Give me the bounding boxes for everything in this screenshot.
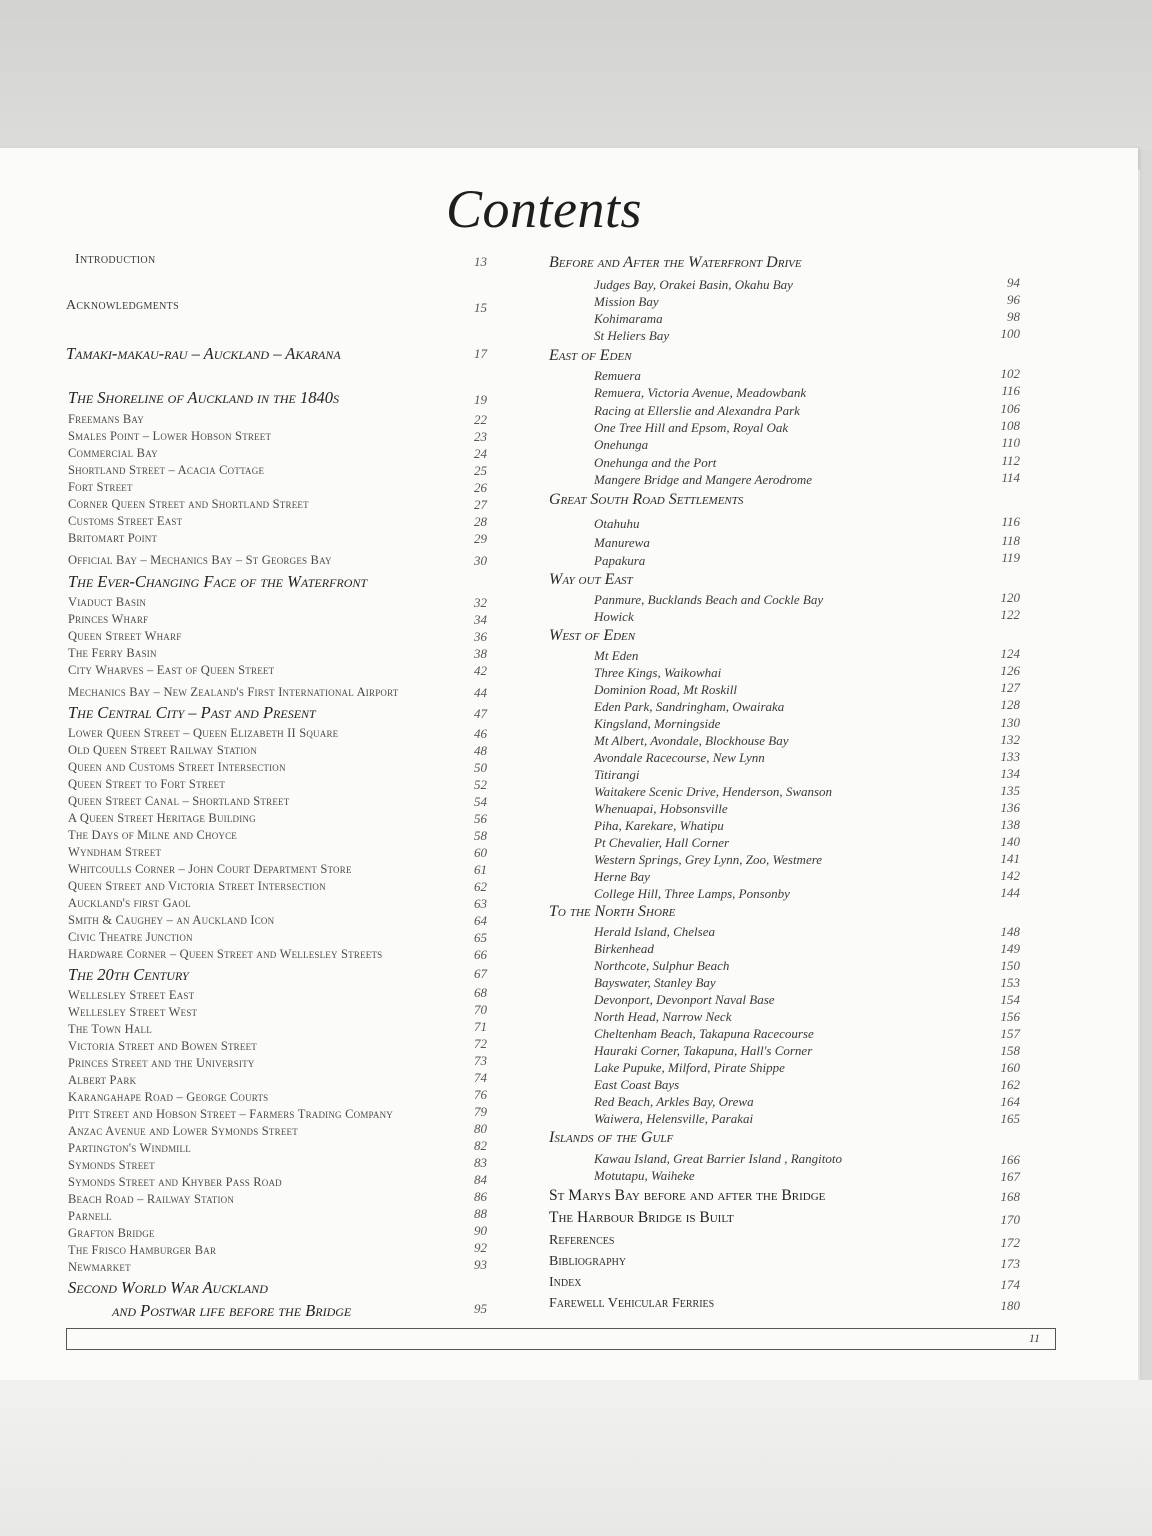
right-toc-entry-label: Otahuhu — [594, 516, 640, 531]
right-toc-entry-label: Mission Bay — [594, 294, 659, 309]
left-toc-entry-page: 88 — [474, 1206, 487, 1221]
left-toc-entry-label: Wellesley Street West — [68, 1005, 198, 1019]
right-toc-entry-page: 153 — [1000, 975, 1020, 990]
right-toc-entry-page: 112 — [1001, 453, 1020, 468]
right-toc-entry-label: Onehunga — [594, 437, 649, 452]
right-toc-entry-label: Waitakere Scenic Drive, Henderson, Swanson — [594, 784, 833, 799]
left-toc-entry-label: Hardware Corner – Queen Street and Wellesley Streets — [68, 947, 383, 961]
right-toc-entry-label: Herald Island, Chelsea — [594, 924, 715, 939]
right-toc-entry-label: Index — [549, 1275, 582, 1290]
right-toc-entry-page: 141 — [1000, 851, 1020, 866]
right-toc-entry-label: St Heliers Bay — [594, 328, 670, 343]
right-toc-entry-label: Western Springs, Grey Lynn, Zoo, Westmere — [594, 852, 823, 867]
left-toc-entry-page: 38 — [474, 646, 487, 661]
right-toc-entry-page: 135 — [1000, 783, 1020, 798]
page-title: Contents — [446, 179, 643, 239]
right-toc-entry-page: 165 — [1000, 1111, 1020, 1126]
left-toc-entry-page: 72 — [474, 1036, 487, 1051]
left-toc-entry-page: 66 — [474, 947, 487, 962]
right-toc-entry-label: Remuera — [594, 368, 641, 383]
right-toc-entry-page: 164 — [1000, 1094, 1020, 1109]
right-toc-entry-page: 174 — [1000, 1277, 1020, 1292]
right-toc-entry-page: 114 — [1001, 470, 1020, 485]
right-toc-entry-label: Panmure, Bucklands Beach and Cockle Bay — [594, 592, 824, 607]
right-toc-entry-label: West of Eden — [549, 627, 636, 644]
right-toc-entry-page: 142 — [1000, 868, 1020, 883]
left-toc-entry-page: 92 — [474, 1240, 487, 1255]
left-toc-entry-label: Civic Theatre Junction — [68, 930, 193, 944]
left-toc-entry-page: 23 — [474, 429, 487, 444]
left-toc-entry-label: Acknowledgments — [66, 298, 179, 313]
right-toc-entry-page: 110 — [1001, 435, 1020, 450]
right-toc-entry-page: 133 — [1000, 749, 1020, 764]
left-toc-entry-label: Queen Street to Fort Street — [68, 777, 226, 791]
left-toc-entry-label: Queen Street Canal – Shortland Street — [68, 794, 290, 808]
right-toc-entry-page: 180 — [1000, 1298, 1020, 1313]
left-toc-entry-label: Introduction — [75, 252, 156, 267]
right-toc-entry-label: Remuera, Victoria Avenue, Meadowbank — [594, 385, 807, 400]
right-toc-entry-label: Before and After the Waterfront Drive — [549, 254, 802, 271]
left-toc-entry-page: 54 — [474, 794, 487, 809]
right-toc-entry-label: Bibliography — [549, 1254, 627, 1269]
left-toc-entry-page: 52 — [474, 777, 487, 792]
left-toc-entry-page: 19 — [474, 392, 487, 407]
right-toc-entry-label: Herne Bay — [594, 869, 650, 884]
left-toc-entry-label: Anzac Avenue and Lower Symonds Street — [68, 1124, 298, 1138]
left-toc-entry-label: A Queen Street Heritage Building — [68, 811, 256, 825]
right-toc-entry-page: 134 — [1000, 766, 1020, 781]
left-toc-entry-label: Grafton Bridge — [68, 1226, 155, 1240]
right-toc-entry-label: Mangere Bridge and Mangere Aerodrome — [594, 472, 813, 487]
left-toc-entry-label: Smales Point – Lower Hobson Street — [68, 429, 272, 443]
left-toc-entry-page: 50 — [474, 760, 487, 775]
left-toc-entry-label: The 20th Century — [68, 965, 189, 984]
left-toc-entry-label: Second World War Auckland — [68, 1278, 268, 1297]
right-toc-entry-label: References — [549, 1233, 615, 1248]
left-toc-entry-page: 15 — [474, 300, 487, 315]
left-toc-entry-page: 26 — [474, 480, 487, 495]
right-toc-entry-label: North Head, Narrow Neck — [594, 1009, 732, 1024]
left-toc-entry-label: The Town Hall — [68, 1022, 152, 1036]
left-toc-entry-page: 74 — [474, 1070, 487, 1085]
right-toc-entry-page: 150 — [1000, 958, 1020, 973]
left-toc-entry-label: Wellesley Street East — [68, 988, 195, 1002]
right-toc-entry-page: 156 — [1000, 1009, 1020, 1024]
right-toc-entry-page: 120 — [1000, 590, 1020, 605]
left-toc-entry-label: Karangahape Road – George Courts — [68, 1090, 269, 1104]
left-toc-entry-label: Pitt Street and Hobson Street – Farmers Trading Company — [68, 1107, 394, 1121]
left-toc-entry-page: 67 — [474, 966, 487, 981]
right-toc-entry-page: 170 — [1000, 1212, 1020, 1227]
left-toc-entry-label: The Ferry Basin — [68, 646, 157, 660]
right-toc-entry-page: 100 — [1000, 326, 1020, 341]
right-toc-entry-label: Kohimarama — [594, 311, 663, 326]
right-toc-entry-page: 96 — [1007, 292, 1020, 307]
left-toc-entry-label: Princes Street and the University — [68, 1056, 255, 1070]
left-toc-entry-page: 60 — [474, 845, 487, 860]
left-toc-entry-label: Tamaki-makau-rau – Auckland – Akarana — [66, 344, 341, 363]
right-toc-entry-label: Eden Park, Sandringham, Owairaka — [594, 699, 785, 714]
left-toc-entry-label: Newmarket — [68, 1260, 131, 1274]
right-toc-entry-page: 102 — [1000, 366, 1020, 381]
left-toc-entry-label: The Shoreline of Auckland in the 1840s — [68, 388, 339, 407]
left-toc-entry-label: Official Bay – Mechanics Bay – St Georges Bay — [68, 553, 332, 567]
right-toc-entry-page: 119 — [1001, 550, 1020, 565]
right-toc-entry-label: To the North Shore — [549, 903, 676, 920]
left-toc-entry-label: Victoria Street and Bowen Street — [68, 1039, 257, 1053]
left-toc-entry-page: 76 — [474, 1087, 487, 1102]
page-number: 11 — [1028, 1331, 1040, 1345]
right-toc-entry-label: Judges Bay, Orakei Basin, Okahu Bay — [594, 277, 793, 292]
left-toc-entry-page: 44 — [474, 685, 487, 700]
left-toc-entry-page: 79 — [474, 1104, 487, 1119]
left-toc-entry-label: Smith & Caughey – an Auckland Icon — [68, 913, 275, 927]
left-toc-entry-page: 80 — [474, 1121, 487, 1136]
left-toc-entry-page: 70 — [474, 1002, 487, 1017]
left-toc-entry-label: Freemans Bay — [68, 412, 144, 426]
right-toc-entry-label: One Tree Hill and Epsom, Royal Oak — [594, 420, 789, 435]
right-toc-entry-page: 94 — [1007, 275, 1020, 290]
left-toc-entry-label: Customs Street East — [68, 514, 183, 528]
right-toc-entry-page: 106 — [1000, 401, 1020, 416]
right-toc-entry-page: 173 — [1000, 1256, 1020, 1271]
left-toc-entry-label: Queen Street and Victoria Street Intersection — [68, 879, 326, 893]
left-toc-entry-page: 36 — [474, 629, 487, 644]
right-toc-entry-label: Onehunga and the Port — [594, 455, 717, 470]
right-toc-entry-label: Three Kings, Waikowhai — [594, 665, 722, 680]
left-toc-entry-page: 32 — [474, 595, 487, 610]
left-toc-entry-page: 13 — [474, 254, 487, 269]
right-toc-entry-label: Racing at Ellerslie and Alexandra Park — [594, 403, 800, 418]
right-toc-entry-label: Northcote, Sulphur Beach — [594, 958, 730, 973]
left-toc-entry-label: The Ever-Changing Face of the Waterfront — [68, 572, 368, 591]
left-toc-entry-page: 61 — [474, 862, 487, 877]
left-toc-entry-page: 71 — [474, 1019, 487, 1034]
right-toc-entry-label: Mt Albert, Avondale, Blockhouse Bay — [594, 733, 789, 748]
right-toc-entry-label: Hauraki Corner, Takapuna, Hall's Corner — [594, 1043, 813, 1058]
right-toc-entry-label: Bayswater, Stanley Bay — [594, 975, 716, 990]
left-toc-entry-page: 27 — [474, 497, 487, 512]
right-toc-entry-label: Kawau Island, Great Barrier Island , Rangitoto — [594, 1151, 842, 1166]
left-toc-entry-page: 82 — [474, 1138, 487, 1153]
right-toc-entry-page: 172 — [1000, 1235, 1020, 1250]
right-toc-entry-label: Papakura — [594, 553, 646, 568]
left-toc-entry-label: Parnell — [68, 1209, 112, 1223]
left-toc-entry-page: 64 — [474, 913, 487, 928]
right-toc-entry-page: 138 — [1000, 817, 1020, 832]
right-toc-entry-page: 116 — [1001, 514, 1020, 529]
left-toc-entry-page: 84 — [474, 1172, 487, 1187]
right-toc-entry-label: Howick — [594, 609, 634, 624]
left-toc-entry-page: 46 — [474, 726, 487, 741]
right-toc-entry-page: 136 — [1000, 800, 1020, 815]
right-toc-entry-page: 116 — [1001, 383, 1020, 398]
right-toc-entry-page: 128 — [1000, 697, 1020, 712]
right-toc-entry-label: Pt Chevalier, Hall Corner — [594, 835, 730, 850]
left-toc-entry-label: Commercial Bay — [68, 446, 158, 460]
right-toc-entry-page: 132 — [1000, 732, 1020, 747]
right-toc-entry-label: Mt Eden — [594, 648, 639, 663]
left-toc-entry-page: 42 — [474, 663, 487, 678]
right-toc-entry-page: 154 — [1000, 992, 1020, 1007]
left-toc-entry-page: 47 — [474, 706, 487, 721]
right-toc-entry-page: 148 — [1000, 924, 1020, 939]
right-toc-entry-label: Way out East — [549, 571, 633, 588]
right-toc-entry-page: 157 — [1000, 1026, 1020, 1041]
right-toc-entry-page: 126 — [1000, 663, 1020, 678]
right-toc-entry-page: 162 — [1000, 1077, 1020, 1092]
right-toc-entry-label: Motutapu, Waiheke — [594, 1168, 695, 1183]
left-toc-entry-label: and Postwar life before the Bridge — [112, 1301, 352, 1320]
right-toc-entry-label: Waiwera, Helensville, Parakai — [594, 1111, 754, 1126]
left-toc-entry-page: 65 — [474, 930, 487, 945]
right-toc-entry-page: 140 — [1000, 834, 1020, 849]
left-toc-entry-label: City Wharves – East of Queen Street — [68, 663, 275, 677]
left-toc-entry-page: 25 — [474, 463, 487, 478]
left-toc-entry-label: Auckland's first Gaol — [68, 896, 191, 910]
left-toc-entry-page: 30 — [474, 553, 487, 568]
right-toc-entry-label: Devonport, Devonport Naval Base — [594, 992, 775, 1007]
right-toc-entry-label: St Marys Bay before and after the Bridge — [549, 1187, 826, 1204]
left-toc-entry-page: 28 — [474, 514, 487, 529]
left-toc-entry-label: Partington's Windmill — [68, 1141, 191, 1155]
right-toc-entry-page: 124 — [1000, 646, 1020, 661]
left-toc-entry-label: Mechanics Bay – New Zealand's First International Airport — [68, 685, 399, 699]
left-toc-entry-page: 17 — [474, 346, 487, 361]
left-toc-entry-page: 73 — [474, 1053, 487, 1068]
right-toc-entry-page: 160 — [1000, 1060, 1020, 1075]
right-toc-entry-page: 122 — [1000, 607, 1020, 622]
right-toc-entry-label: Islands of the Gulf — [549, 1129, 674, 1146]
left-toc-entry-page: 34 — [474, 612, 487, 627]
background-wall — [0, 0, 1152, 150]
right-toc-entry-label: Birkenhead — [594, 941, 654, 956]
right-toc-entry-page: 118 — [1001, 533, 1020, 548]
right-toc-entry-label: Lake Pupuke, Milford, Pirate Shippe — [594, 1060, 785, 1075]
left-toc-entry-page: 86 — [474, 1189, 487, 1204]
left-toc-entry-label: Corner Queen Street and Shortland Street — [68, 497, 309, 511]
right-toc-entry-page: 149 — [1000, 941, 1020, 956]
left-toc-entry-page: 22 — [474, 412, 487, 427]
right-toc-entry-page: 144 — [1000, 885, 1020, 900]
right-toc-entry-label: Avondale Racecourse, New Lynn — [594, 750, 765, 765]
left-toc-entry-page: 58 — [474, 828, 487, 843]
table-surface — [0, 1380, 1152, 1536]
left-toc-entry-label: The Frisco Hamburger Bar — [68, 1243, 217, 1257]
right-toc-entry-label: Cheltenham Beach, Takapuna Racecourse — [594, 1026, 814, 1041]
left-toc-entry-page: 29 — [474, 531, 487, 546]
left-toc-entry-label: Whitcoulls Corner – John Court Department Store — [68, 862, 352, 876]
footer-rule-box — [66, 1328, 1056, 1350]
left-toc-entry-page: 90 — [474, 1223, 487, 1238]
right-toc-entry-label: Farewell Vehicular Ferries — [549, 1296, 715, 1311]
left-toc-entry-label: The Central City – Past and Present — [68, 703, 316, 722]
left-toc-entry-label: Fort Street — [68, 480, 133, 494]
left-toc-entry-label: Shortland Street – Acacia Cottage — [68, 463, 265, 477]
left-toc-entry-label: Beach Road – Railway Station — [68, 1192, 235, 1206]
right-toc-entry-page: 130 — [1000, 715, 1020, 730]
right-toc-entry-label: Kingsland, Morningside — [594, 716, 721, 731]
left-toc-entry-label: Wyndham Street — [68, 845, 162, 859]
right-toc-entry-label: East of Eden — [549, 347, 632, 364]
right-toc-entry-page: 168 — [1000, 1189, 1020, 1204]
left-toc-entry-page: 63 — [474, 896, 487, 911]
left-toc-entry-page: 83 — [474, 1155, 487, 1170]
right-toc-entry-page: 166 — [1000, 1152, 1020, 1167]
right-toc-entry-page: 127 — [1000, 680, 1020, 695]
left-toc-entry-page: 93 — [474, 1257, 487, 1272]
left-toc-entry-label: Britomart Point — [68, 531, 158, 545]
left-toc-entry-label: Princes Wharf — [68, 612, 149, 626]
left-toc-entry-label: The Days of Milne and Choyce — [68, 828, 238, 842]
left-toc-entry-label: Old Queen Street Railway Station — [68, 743, 257, 757]
left-toc-entry-label: Symonds Street — [68, 1158, 155, 1172]
left-toc-entry-page: 48 — [474, 743, 487, 758]
right-toc-entry-label: The Harbour Bridge is Built — [549, 1209, 734, 1226]
right-toc-entry-label: Whenuapai, Hobsonsville — [594, 801, 728, 816]
left-toc-entry-page: 56 — [474, 811, 487, 826]
left-toc-entry-label: Viaduct Basin — [68, 595, 147, 609]
right-toc-entry-page: 158 — [1000, 1043, 1020, 1058]
left-toc-entry-label: Symonds Street and Khyber Pass Road — [68, 1175, 282, 1189]
left-toc-entry-page: 24 — [474, 446, 487, 461]
right-toc-entry-label: College Hill, Three Lamps, Ponsonby — [594, 886, 790, 901]
right-toc-entry-page: 108 — [1000, 418, 1020, 433]
right-toc-entry-label: Titirangi — [594, 767, 640, 782]
right-toc-entry-label: Great South Road Settlements — [549, 491, 744, 508]
left-toc-entry-label: Albert Park — [68, 1073, 137, 1087]
left-toc-entry-label: Lower Queen Street – Queen Elizabeth II Square — [68, 726, 339, 740]
left-toc-entry-label: Queen and Customs Street Intersection — [68, 760, 286, 774]
left-toc-entry-page: 68 — [474, 985, 487, 1000]
left-toc-entry-page: 95 — [474, 1301, 487, 1316]
left-toc-entry-page: 62 — [474, 879, 487, 894]
right-toc-entry-label: Dominion Road, Mt Roskill — [594, 682, 737, 697]
right-toc-entry-label: Piha, Karekare, Whatipu — [594, 818, 724, 833]
left-toc-entry-label: Queen Street Wharf — [68, 629, 182, 643]
right-toc-entry-page: 167 — [1000, 1169, 1020, 1184]
right-toc-entry-page: 98 — [1007, 309, 1020, 324]
right-toc-entry-label: Manurewa — [594, 535, 650, 550]
right-toc-entry-label: Red Beach, Arkles Bay, Orewa — [594, 1094, 754, 1109]
right-toc-entry-label: East Coast Bays — [594, 1077, 680, 1092]
